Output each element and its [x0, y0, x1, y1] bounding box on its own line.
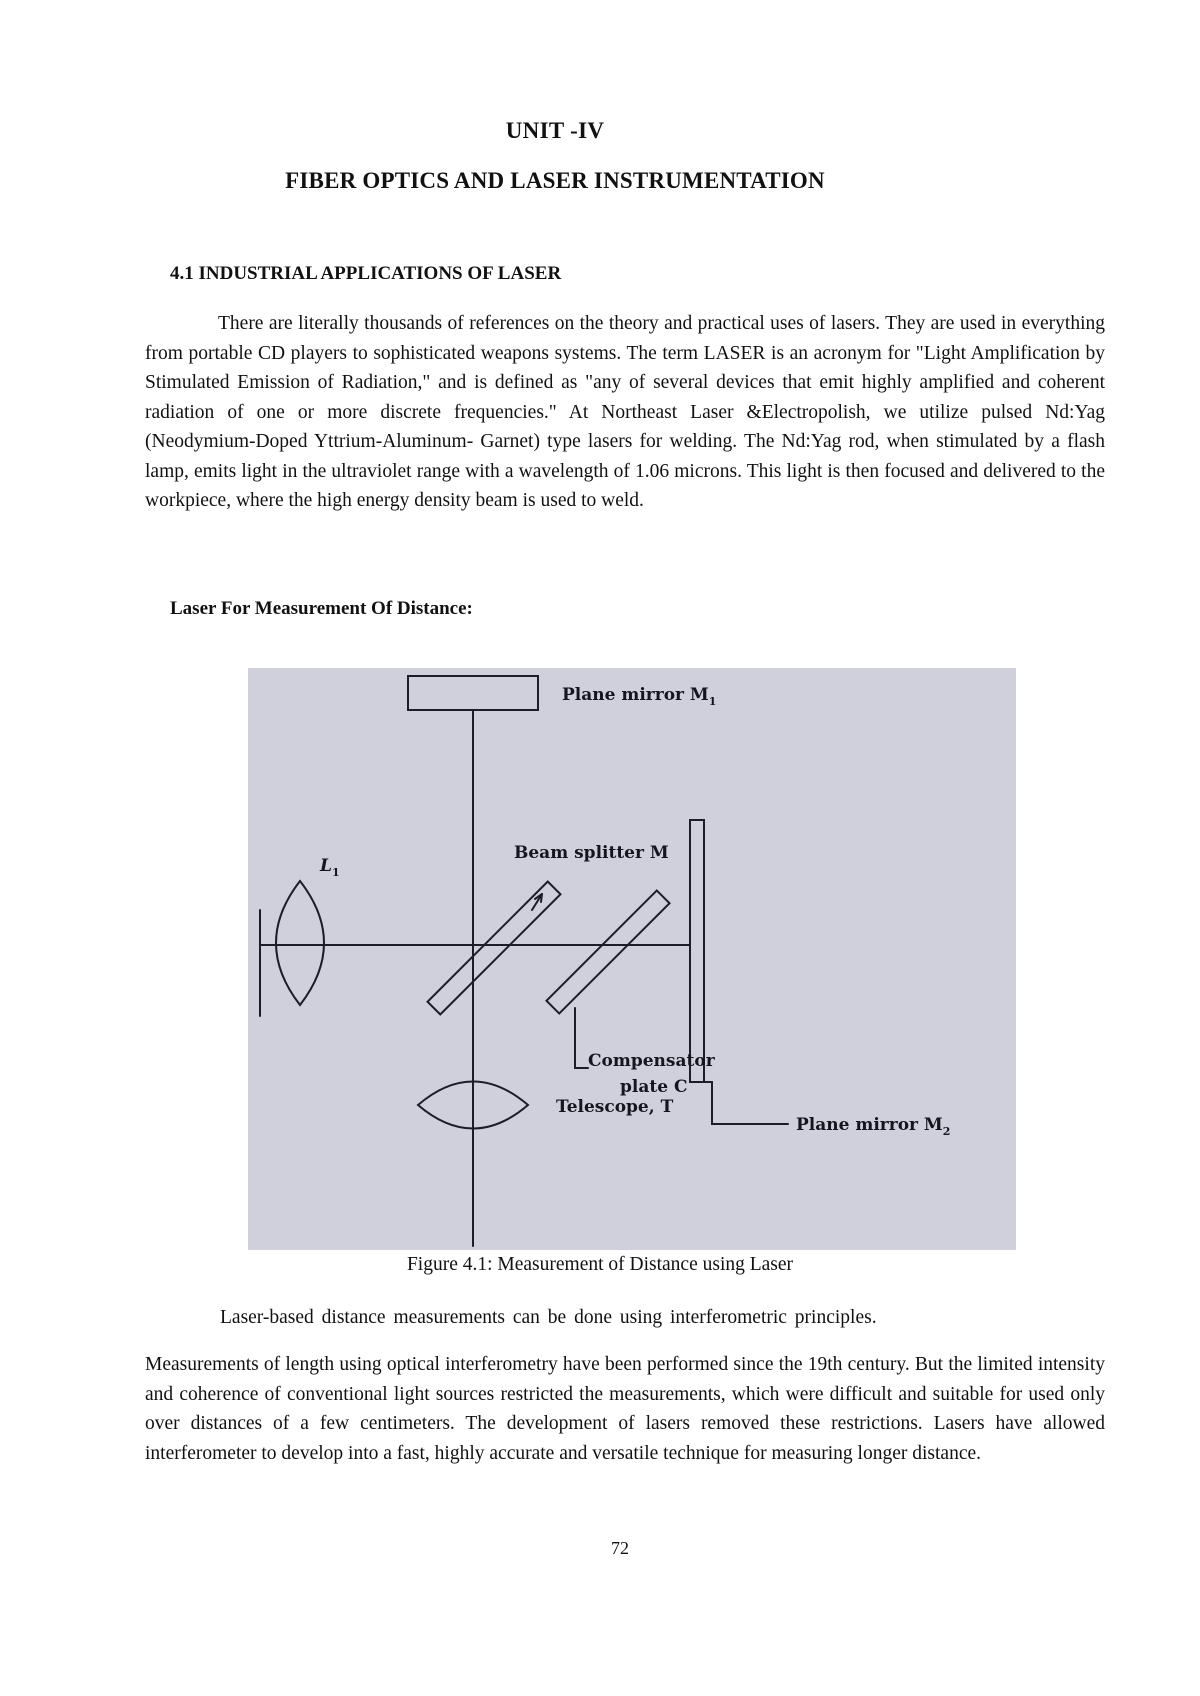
lens-l1 — [276, 881, 324, 1005]
mirror-m2-leader — [704, 1082, 788, 1124]
chapter-title: FIBER OPTICS AND LASER INSTRUMENTATION — [285, 168, 825, 193]
page-number: 72 — [611, 1538, 629, 1558]
label-compensator: Compensator — [588, 1051, 715, 1071]
compensator-plate — [546, 890, 669, 1013]
label-telescope: Telescope, T — [556, 1097, 674, 1117]
plane-mirror-m2 — [690, 820, 704, 1082]
figure-caption: Figure 4.1: Measurement of Distance using Laser — [406, 1254, 794, 1275]
interferometry-history-paragraph: Measurements of length using optical interferometry have been performed since the 19th century. But the limited intensity and coherence of conventional light sources restricted the measurements, which were difficult and suitable for used only over distances of a few centimeters. The development of lasers removed these restrictions. Lasers have allowed interferometer to develop into a fast, highly accurate and versatile technique for measuring longer distance. — [145, 1354, 1105, 1464]
interferometer-diagram — [248, 668, 1016, 1250]
label-plane-mirror-m1: Plane mirror $M_1$ — [562, 685, 717, 708]
plane-mirror-m1 — [408, 676, 538, 710]
interferometry-intro-paragraph: Laser-based distance measurements can be done using interferometric principles. — [220, 1307, 877, 1328]
section-heading: 4.1 INDUSTRIAL APPLICATIONS OF LASER — [170, 263, 562, 284]
subheading-distance-measurement: Laser For Measurement Of Distance: — [170, 598, 473, 619]
label-l1: $L_1$ — [320, 856, 340, 879]
label-compensator-plate: plate C — [620, 1077, 688, 1097]
unit-title: UNIT -IV — [505, 118, 605, 143]
intro-paragraph: There are literally thousands of references on the theory and practical uses of lasers. They are used in everything from portable CD players to sophisticated weapons systems. The term LASER is an acronym for "Light Amplification by Stimulated Emission of Radiation," and is defined as "any of several devices that emit highly amplified and coherent radiation of one or more discrete frequencies." At Northeast Laser &Electropolish, we utilize pulsed Nd:Yag (Neodymium-Doped Yttrium-Aluminum- Garnet) type lasers for welding. The Nd:Yag rod, when stimulated by a flash lamp, emits light in the ultraviolet range with a wavelength of 1.06 microns. This light is then focused and delivered to the workpiece, where the high energy density beam is used to weld. — [145, 313, 1105, 511]
compensator-leader — [575, 1008, 588, 1068]
interferometer-figure — [248, 668, 1016, 1250]
label-plane-mirror-m2: Plane mirror $M_2$ — [796, 1115, 951, 1138]
label-beam-splitter: Beam splitter M — [514, 843, 669, 863]
